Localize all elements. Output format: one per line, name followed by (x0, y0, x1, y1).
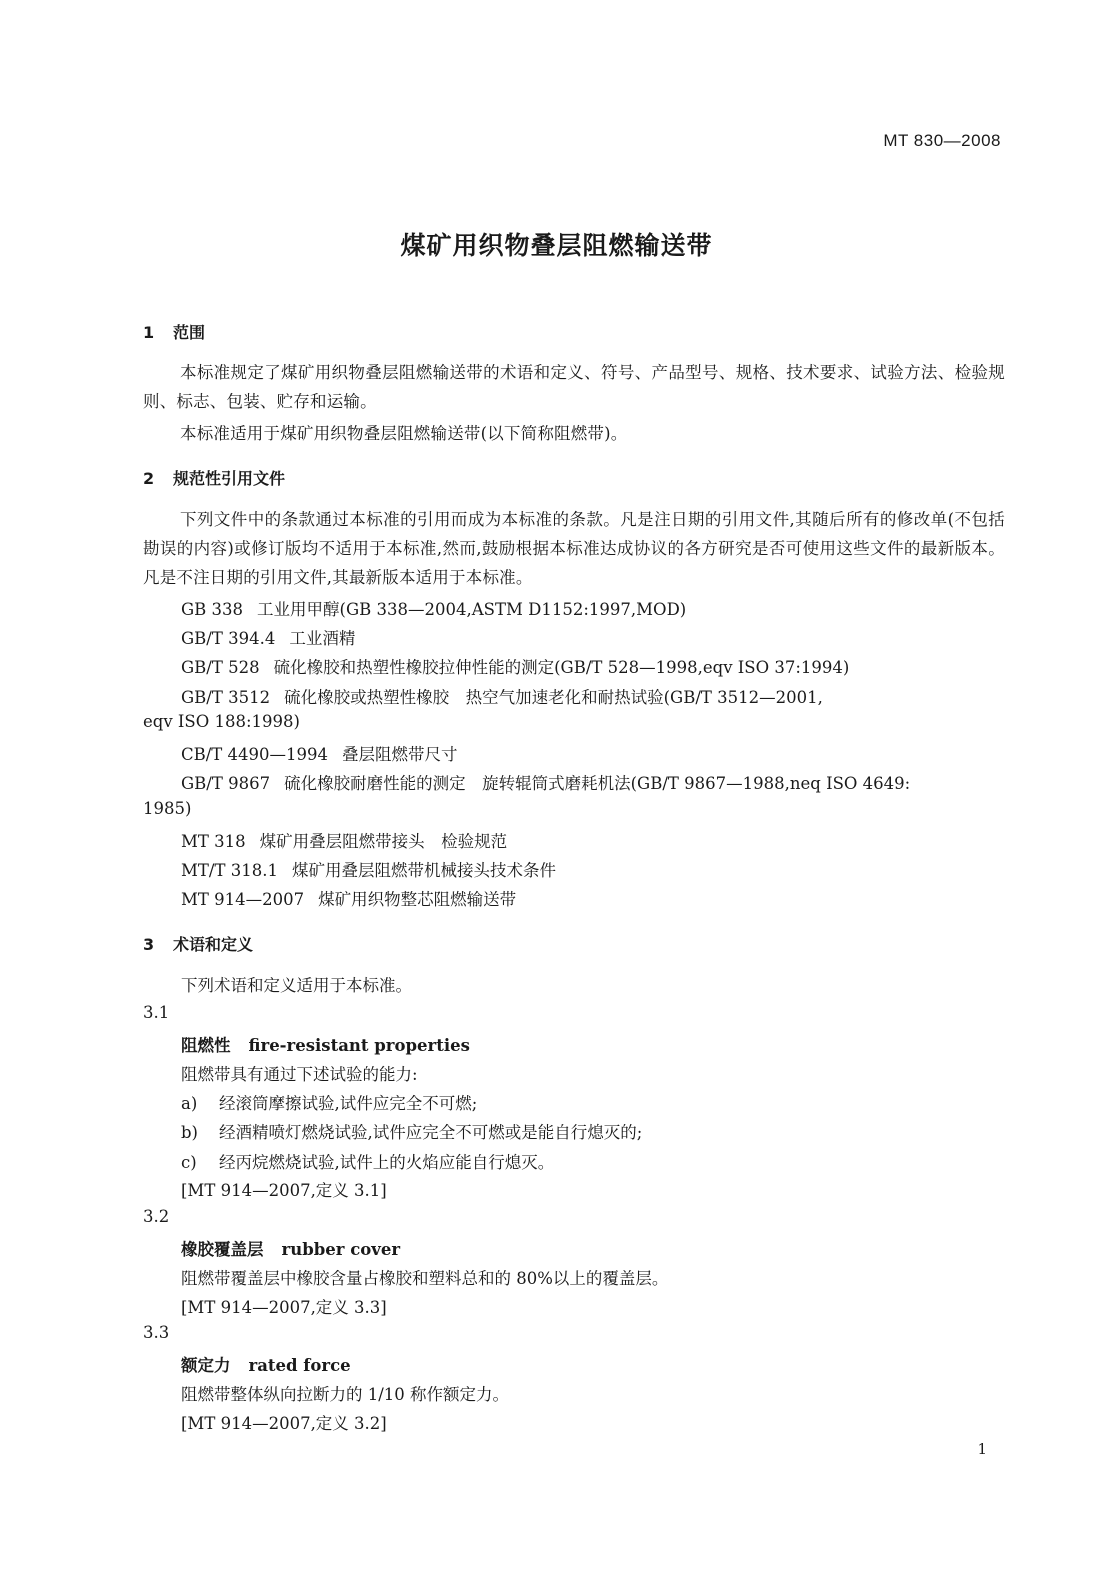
section-title: 规范性引用文件 (173, 469, 286, 488)
clause-number: 3.3 (143, 1323, 170, 1342)
term-heading (181, 1032, 470, 1056)
reference-title: 工业用甲醇(GB 338—2004,ASTM D1152:1997,MOD) (257, 600, 687, 619)
scope-paragraph-2: 本标准适用于煤矿用织物叠层阻燃输送带(以下简称阻燃带)。 (180, 424, 628, 443)
normative-references-intro: 下列文件中的条款通过本标准的引用而成为本标准的条款。凡是注日期的引用文件,其随后所有的修改单(不包括勘误的内容)或修订版均不适用于本标准,然而,鼓励根据本标准达成协议的各方研究是否可使用这些文件的最新版本。凡是不注日期的引用文件,其最新版本适用于本标准。 (143, 510, 1005, 587)
section-number: 1 (143, 323, 155, 342)
list-item-label: b) (181, 1123, 198, 1142)
reference-title: 硫化橡胶耐磨性能的测定 旋转辊筒式磨耗机法(GB/T 9867—1988,neq ISO 4649: (284, 774, 911, 793)
term-english: fire-resistant properties (248, 1036, 470, 1055)
standard-code: MT 830—2008 (883, 131, 1001, 150)
page-number: 1 (977, 1440, 987, 1458)
reference-continuation: eqv ISO 188:1998) (143, 712, 300, 731)
term-source: [MT 914—2007,定义 3.1] (181, 1181, 387, 1200)
section-title: 术语和定义 (173, 935, 254, 954)
reference-code: GB/T 528 (181, 658, 260, 677)
reference-continuation: 1985) (143, 799, 192, 818)
reference-title: 叠层阻燃带尺寸 (342, 745, 458, 764)
term-chinese: 额定力 (181, 1356, 231, 1375)
reference-code: MT/T 318.1 (181, 861, 278, 880)
term-english: rated force (248, 1356, 351, 1375)
term-chinese: 橡胶覆盖层 (181, 1240, 264, 1259)
term-english: rubber cover (281, 1240, 401, 1259)
reference-title: 硫化橡胶和热塑性橡胶拉伸性能的测定(GB/T 528—1998,eqv ISO 37:1994) (273, 658, 850, 677)
term-heading (181, 1236, 400, 1260)
reference-code: GB/T 394.4 (181, 629, 276, 648)
list-item-text: 经滚筒摩擦试验,试件应完全不可燃; (219, 1094, 478, 1113)
section-1-heading (143, 320, 205, 343)
section-title: 范围 (173, 323, 206, 342)
list-item-text: 经丙烷燃烧试验,试件上的火焰应能自行熄灭。 (219, 1153, 555, 1172)
reference-code: GB/T 3512 (181, 688, 271, 707)
list-item (181, 1090, 477, 1114)
clause-number: 3.1 (143, 1003, 170, 1022)
term-chinese: 阻燃性 (181, 1036, 231, 1055)
document-title: 煤矿用织物叠层阻燃输送带 (400, 231, 713, 260)
reference-code: MT 914—2007 (181, 890, 305, 909)
term-definition: 阻燃带整体纵向拉断力的 1/10 称作额定力。 (181, 1385, 510, 1404)
reference-item (181, 857, 556, 881)
section-2-heading (143, 466, 285, 489)
reference-item (181, 770, 910, 794)
terms-intro: 下列术语和定义适用于本标准。 (181, 976, 412, 995)
section-number: 2 (143, 469, 155, 488)
term-source: [MT 914—2007,定义 3.2] (181, 1414, 387, 1433)
reference-item (181, 741, 458, 765)
list-item-label: a) (181, 1094, 198, 1113)
reference-item (181, 886, 516, 910)
section-number: 3 (143, 935, 155, 954)
list-item (181, 1149, 554, 1173)
list-item (181, 1119, 642, 1143)
reference-code: CB/T 4490—1994 (181, 745, 329, 764)
reference-item (181, 684, 823, 708)
reference-code: GB 338 (181, 600, 244, 619)
list-item-text: 经酒精喷灯燃烧试验,试件应完全不可燃或是能自行熄灭的; (219, 1123, 643, 1142)
reference-item (181, 654, 849, 678)
reference-code: GB/T 9867 (181, 774, 271, 793)
term-definition: 阻燃带覆盖层中橡胶含量占橡胶和塑料总和的 80%以上的覆盖层。 (181, 1269, 669, 1288)
section-3-heading (143, 932, 253, 955)
reference-item (181, 625, 355, 649)
scope-paragraph-1: 本标准规定了煤矿用织物叠层阻燃输送带的术语和定义、符号、产品型号、规格、技术要求、试验方法、检验规则、标志、包装、贮存和运输。 (143, 363, 1005, 411)
reference-item (181, 596, 686, 620)
reference-title: 煤矿用织物整芯阻燃输送带 (318, 890, 517, 909)
term-source: [MT 914—2007,定义 3.3] (181, 1298, 387, 1317)
clause-number: 3.2 (143, 1207, 170, 1226)
reference-code: MT 318 (181, 832, 246, 851)
reference-title: 工业酒精 (289, 629, 356, 648)
list-item-label: c) (181, 1153, 197, 1172)
reference-title: 煤矿用叠层阻燃带机械接头技术条件 (291, 861, 556, 880)
reference-title: 硫化橡胶或热塑性橡胶 热空气加速老化和耐热试验(GB/T 3512—2001, (284, 688, 823, 707)
term-definition: 阻燃带具有通过下述试验的能力: (181, 1065, 418, 1084)
term-heading (181, 1352, 351, 1376)
reference-title: 煤矿用叠层阻燃带接头 检验规范 (259, 832, 508, 851)
reference-item (181, 828, 507, 852)
